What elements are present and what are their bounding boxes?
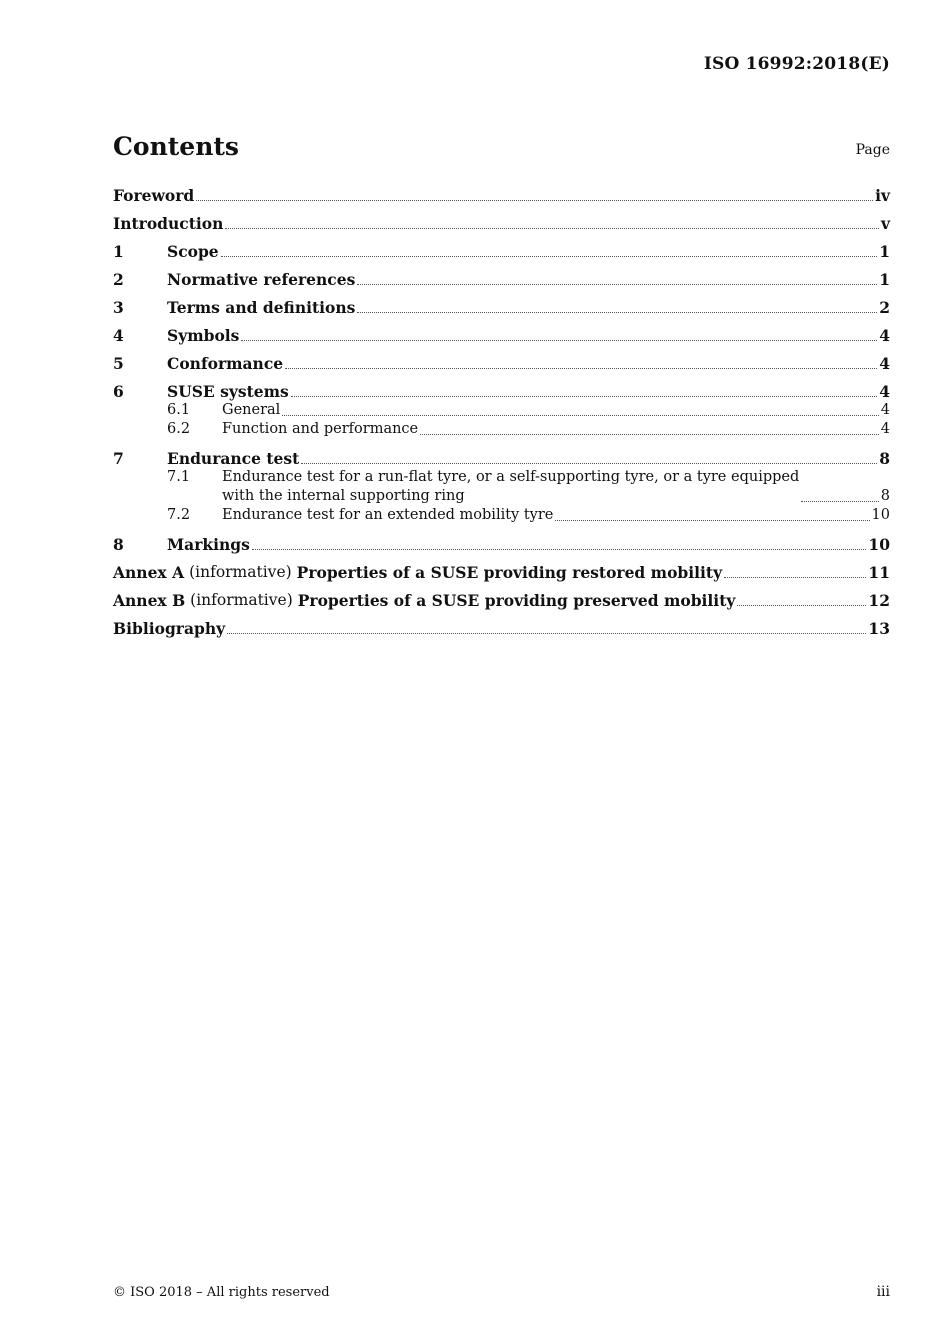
toc-number: 6.2	[167, 421, 191, 437]
toc-label-line2: with the internal supporting ring	[222, 488, 465, 504]
toc-entry-annex-b[interactable]	[113, 591, 890, 610]
leader-dots	[241, 340, 877, 341]
toc-label: Introduction	[113, 214, 224, 233]
leader-dots	[291, 396, 877, 397]
leader-dots	[282, 415, 878, 416]
toc-label: Scope	[167, 242, 219, 261]
leader-dots	[737, 605, 866, 606]
toc-label: Endurance test for an extended mobility tyre	[222, 507, 554, 523]
toc-number: 1	[113, 242, 124, 261]
toc-page: 4	[880, 402, 890, 418]
toc-page: 8	[879, 449, 890, 468]
toc-page: iv	[875, 186, 890, 205]
toc-label: Terms and definitions	[167, 298, 356, 317]
toc-annex-type: (informative)	[190, 591, 293, 609]
toc-entry-annex-a[interactable]	[113, 563, 890, 582]
toc-label-line1: Endurance test for a run-flat tyre, or a self-supporting tyre, or a tyre equipped	[222, 469, 800, 485]
toc-page: 1	[879, 270, 890, 289]
contents-title: Contents	[113, 132, 240, 161]
toc-annex-prefix: Annex A	[113, 563, 185, 582]
toc-number: 7.2	[167, 507, 191, 523]
document-id: ISO 16992:2018(E)	[703, 54, 890, 74]
toc-page: 2	[879, 298, 890, 317]
toc-entry-symbols[interactable]	[113, 326, 890, 345]
leader-dots	[555, 520, 869, 521]
leader-dots	[301, 463, 877, 464]
toc-number: 2	[113, 270, 124, 289]
leader-dots	[357, 284, 877, 285]
toc-number: 5	[113, 354, 124, 373]
table-of-contents	[113, 186, 890, 638]
toc-entry-function-and-performance[interactable]	[113, 420, 890, 439]
toc-entry-general[interactable]	[113, 401, 890, 420]
toc-number: 8	[113, 535, 124, 554]
toc-number: 4	[113, 326, 124, 345]
leader-dots	[221, 256, 878, 257]
toc-entry-foreword[interactable]	[113, 186, 890, 205]
toc-page: 4	[879, 326, 890, 345]
toc-page: 4	[880, 421, 890, 437]
leader-dots	[227, 633, 866, 634]
leader-dots	[801, 501, 878, 502]
toc-entry-introduction[interactable]	[113, 214, 890, 233]
toc-entry-markings[interactable]	[113, 535, 890, 554]
toc-number: 7.1	[167, 469, 191, 485]
toc-page: 12	[868, 591, 890, 610]
toc-label: Conformance	[167, 354, 284, 373]
toc-label: Markings	[167, 535, 250, 554]
toc-entry-endurance-run-flat[interactable]	[113, 468, 890, 506]
toc-label: Properties of a SUSE providing restored mobility	[296, 563, 723, 582]
toc-number: 6.1	[167, 402, 191, 418]
toc-page: 4	[879, 382, 890, 401]
toc-page: 1	[879, 242, 890, 261]
page-column-label: Page	[855, 142, 890, 158]
toc-label: Function and performance	[222, 421, 419, 437]
page-number: iii	[876, 1284, 890, 1300]
toc-page: 8	[880, 488, 890, 504]
leader-dots	[724, 577, 866, 578]
toc-label: Normative references	[167, 270, 356, 289]
toc-entry-normative-references[interactable]	[113, 270, 890, 289]
toc-label: SUSE systems	[167, 382, 289, 401]
toc-page: 13	[868, 619, 890, 638]
toc-page: 10	[868, 535, 890, 554]
toc-number: 6	[113, 382, 124, 401]
toc-number: 3	[113, 298, 124, 317]
toc-page: 11	[868, 563, 890, 582]
leader-dots	[252, 549, 867, 550]
toc-entry-suse-systems[interactable]	[113, 382, 890, 401]
toc-label: General	[222, 402, 281, 418]
toc-annex-prefix: Annex B	[113, 591, 186, 610]
toc-entry-scope[interactable]	[113, 242, 890, 261]
toc-label-multiline	[222, 468, 799, 506]
leader-dots	[225, 228, 879, 229]
toc-number: 7	[113, 449, 124, 468]
toc-annex-type: (informative)	[189, 563, 292, 581]
toc-entry-conformance[interactable]	[113, 354, 890, 373]
toc-label: Foreword	[113, 186, 195, 205]
toc-entry-endurance-extended-mobility[interactable]	[113, 506, 890, 525]
toc-label: Endurance test	[167, 449, 300, 468]
toc-page: 10	[871, 507, 890, 523]
toc-label: Bibliography	[113, 619, 226, 638]
toc-entry-endurance-test[interactable]	[113, 449, 890, 468]
toc-label: Properties of a SUSE providing preserved mobility	[297, 591, 736, 610]
toc-entry-terms-and-definitions[interactable]	[113, 298, 890, 317]
leader-dots	[420, 434, 879, 435]
toc-page: 4	[879, 354, 890, 373]
leader-dots	[285, 368, 877, 369]
toc-entry-bibliography[interactable]	[113, 619, 890, 638]
leader-dots	[357, 312, 877, 313]
copyright-notice: © ISO 2018 – All rights reserved	[113, 1285, 330, 1300]
toc-label: Symbols	[167, 326, 240, 345]
toc-page: v	[880, 214, 890, 233]
leader-dots	[196, 200, 873, 201]
